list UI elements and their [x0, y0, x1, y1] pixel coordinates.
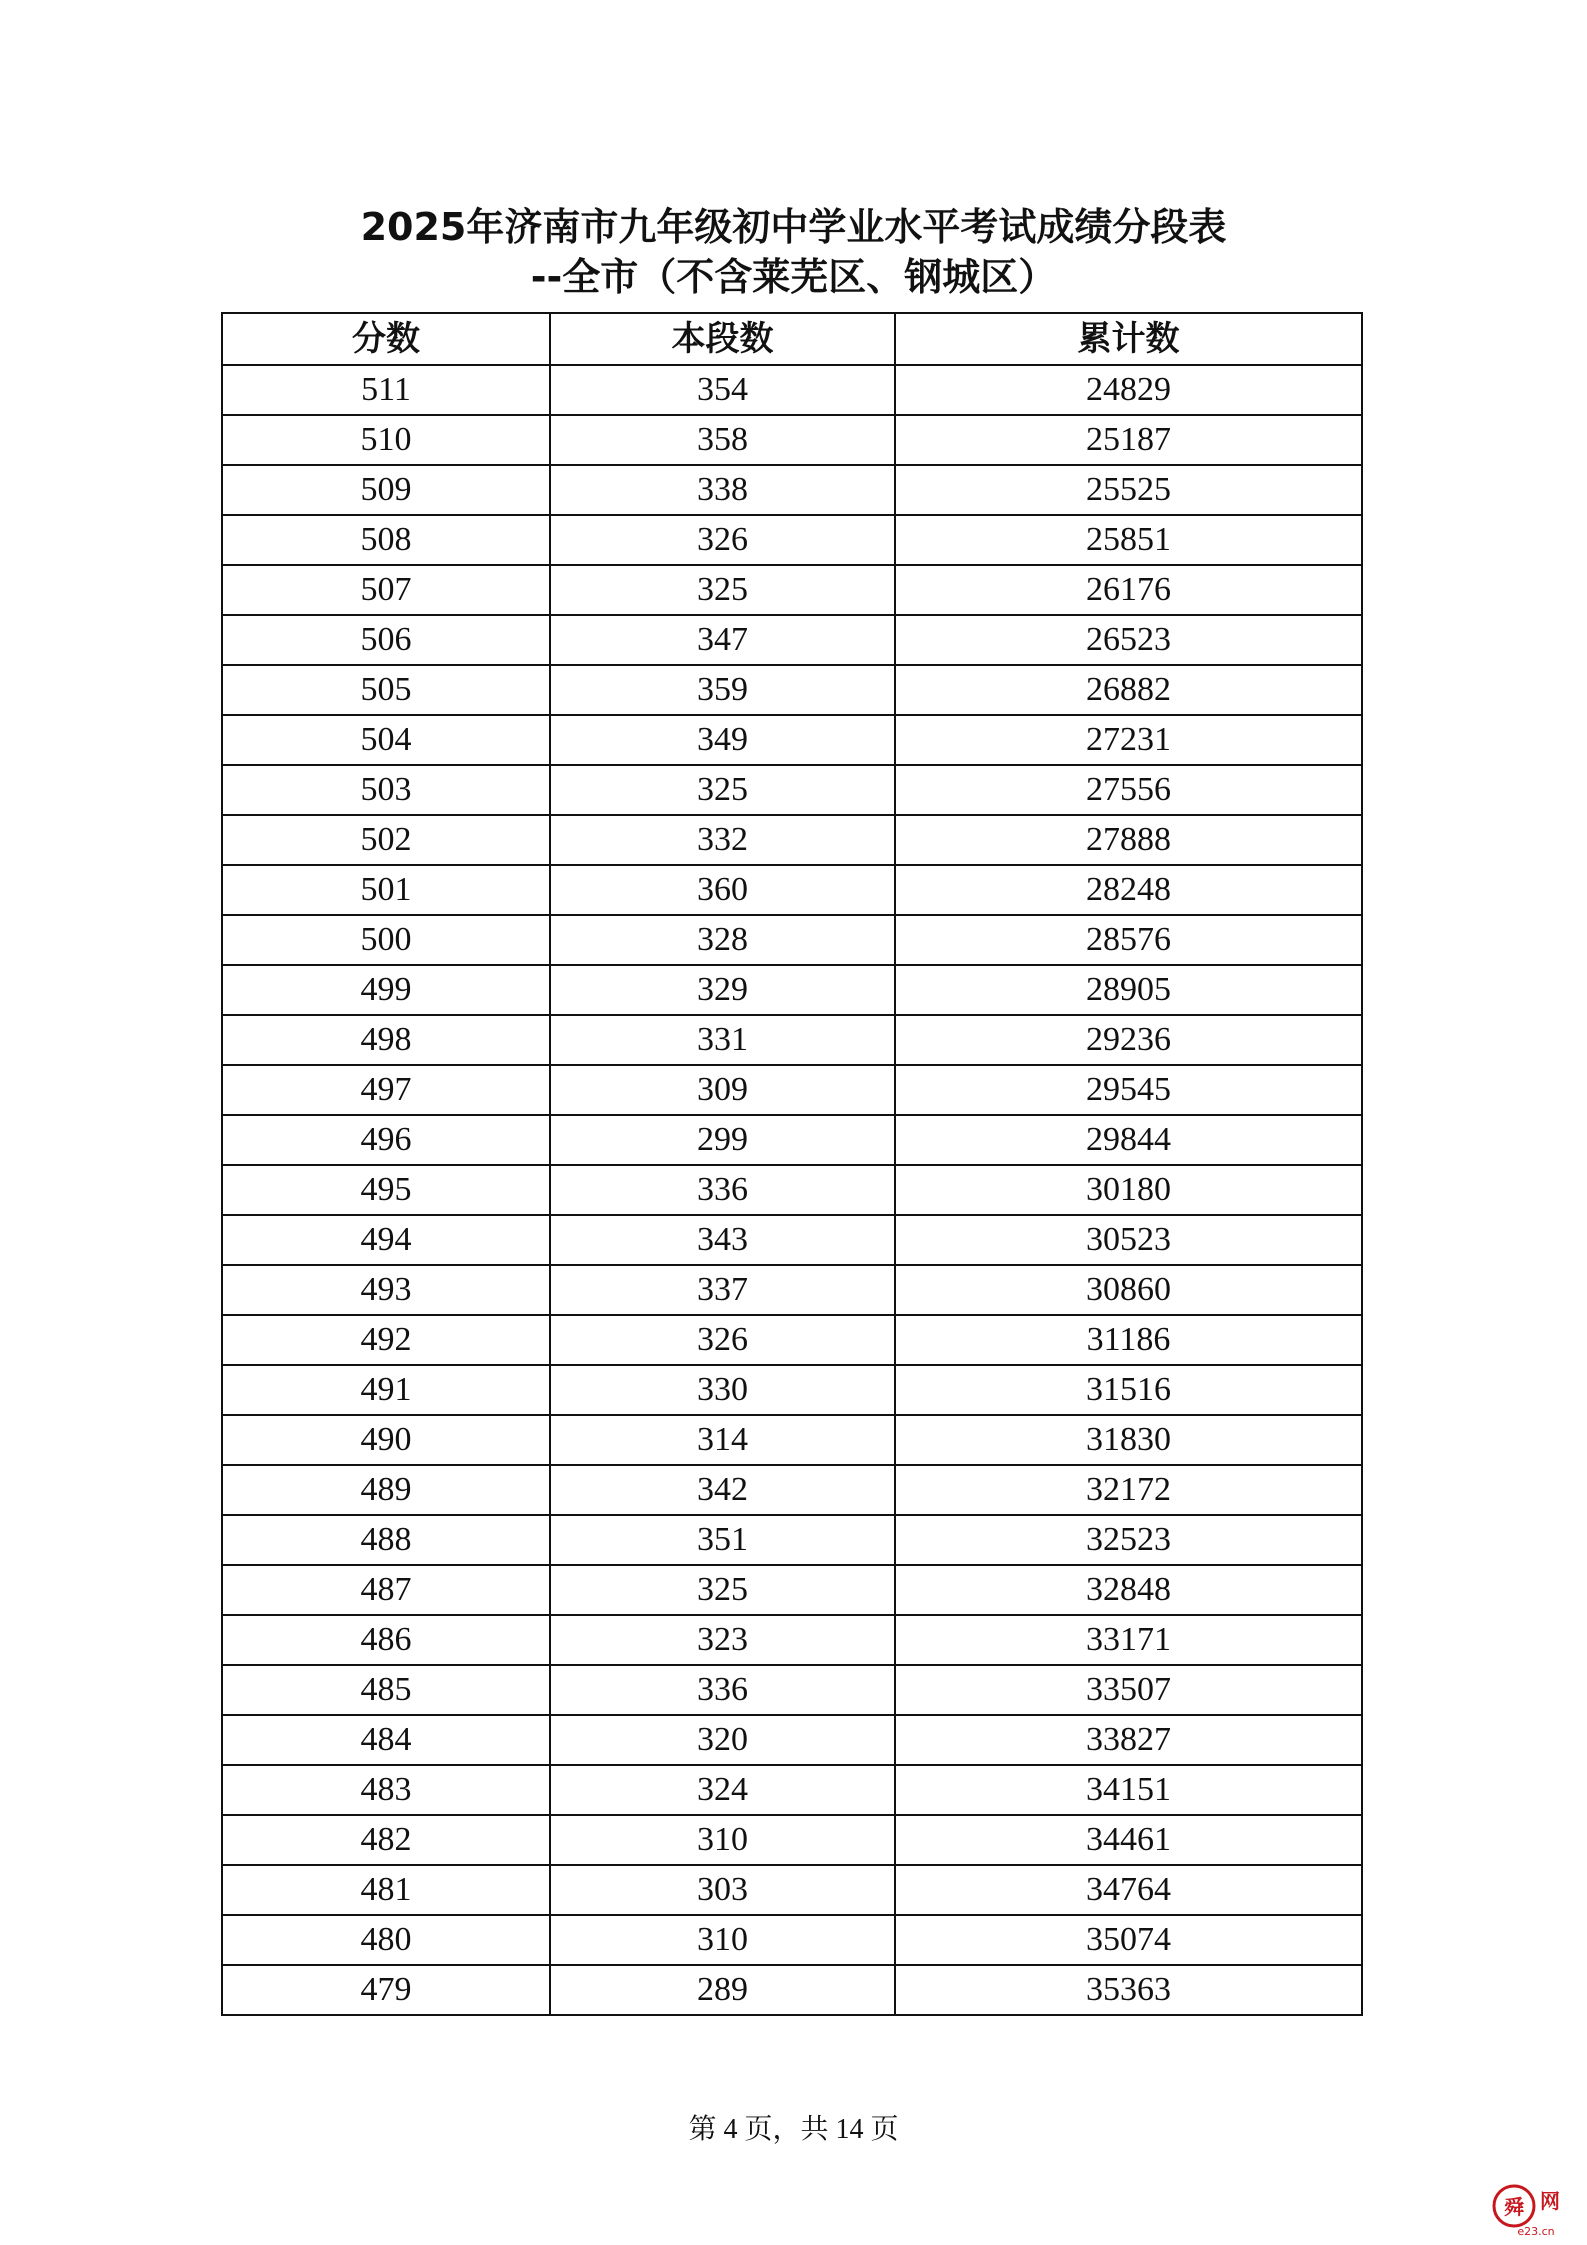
cell-score: 497 — [222, 1065, 550, 1115]
cell-cumulative-count: 27231 — [895, 715, 1362, 765]
cell-segment-count: 310 — [550, 1915, 895, 1965]
table-row — [222, 1365, 1362, 1415]
table-row — [222, 565, 1362, 615]
table-row — [222, 615, 1362, 665]
table-row — [222, 1415, 1362, 1465]
table-row — [222, 715, 1362, 765]
cell-cumulative-count: 25851 — [895, 515, 1362, 565]
cell-segment-count: 358 — [550, 415, 895, 465]
table-row — [222, 1565, 1362, 1615]
score-distribution-table — [221, 312, 1363, 2016]
cell-cumulative-count: 29545 — [895, 1065, 1362, 1115]
cell-cumulative-count: 30180 — [895, 1165, 1362, 1215]
document-title: 2025年济南市九年级初中学业水平考试成绩分段表 — [360, 205, 1227, 249]
cell-score: 488 — [222, 1515, 550, 1565]
cell-segment-count: 309 — [550, 1065, 895, 1115]
header-cumulative-count: 累计数 — [895, 313, 1362, 365]
cell-score: 507 — [222, 565, 550, 615]
cell-cumulative-count: 26176 — [895, 565, 1362, 615]
table-row — [222, 1265, 1362, 1315]
table-row — [222, 765, 1362, 815]
table-row — [222, 1815, 1362, 1865]
cell-segment-count: 289 — [550, 1965, 895, 2015]
cell-cumulative-count: 27556 — [895, 765, 1362, 815]
table-row — [222, 665, 1362, 715]
cell-score: 502 — [222, 815, 550, 865]
cell-segment-count: 351 — [550, 1515, 895, 1565]
cell-segment-count: 360 — [550, 865, 895, 915]
cell-cumulative-count: 31186 — [895, 1315, 1362, 1365]
table-row — [222, 1615, 1362, 1665]
table-row — [222, 1765, 1362, 1815]
cell-cumulative-count: 32848 — [895, 1565, 1362, 1615]
table-row — [222, 1215, 1362, 1265]
document-header — [0, 202, 1587, 302]
cell-cumulative-count: 34151 — [895, 1765, 1362, 1815]
cell-cumulative-count: 30860 — [895, 1265, 1362, 1315]
table-row — [222, 865, 1362, 915]
cell-segment-count: 347 — [550, 615, 895, 665]
table-row — [222, 1665, 1362, 1715]
cell-cumulative-count: 33827 — [895, 1715, 1362, 1765]
table-row — [222, 1715, 1362, 1765]
cell-score: 501 — [222, 865, 550, 915]
cell-score: 504 — [222, 715, 550, 765]
table-header-row — [222, 313, 1362, 365]
table-row — [222, 1915, 1362, 1965]
table-row — [222, 1465, 1362, 1515]
cell-cumulative-count: 28248 — [895, 865, 1362, 915]
cell-score: 508 — [222, 515, 550, 565]
cell-cumulative-count: 32172 — [895, 1465, 1362, 1515]
cell-segment-count: 320 — [550, 1715, 895, 1765]
cell-segment-count: 329 — [550, 965, 895, 1015]
cell-segment-count: 328 — [550, 915, 895, 965]
cell-score: 505 — [222, 665, 550, 715]
cell-cumulative-count: 31830 — [895, 1415, 1362, 1465]
cell-score: 500 — [222, 915, 550, 965]
table-row — [222, 1865, 1362, 1915]
cell-cumulative-count: 26882 — [895, 665, 1362, 715]
cell-segment-count: 338 — [550, 465, 895, 515]
cell-score: 487 — [222, 1565, 550, 1615]
cell-cumulative-count: 24829 — [895, 365, 1362, 415]
table-row — [222, 1515, 1362, 1565]
cell-cumulative-count: 28905 — [895, 965, 1362, 1015]
cell-segment-count: 325 — [550, 1565, 895, 1615]
cell-segment-count: 331 — [550, 1015, 895, 1065]
logo-domain: e23.cn — [1517, 2225, 1555, 2238]
cell-score: 481 — [222, 1865, 550, 1915]
table-row — [222, 1315, 1362, 1365]
cell-score: 510 — [222, 415, 550, 465]
cell-segment-count: 337 — [550, 1265, 895, 1315]
cell-segment-count: 310 — [550, 1815, 895, 1865]
cell-segment-count: 314 — [550, 1415, 895, 1465]
header-score: 分数 — [222, 313, 550, 365]
cell-segment-count: 354 — [550, 365, 895, 415]
table-row — [222, 915, 1362, 965]
cell-cumulative-count: 25525 — [895, 465, 1362, 515]
logo-seal-char: 舜 — [1504, 2195, 1524, 2219]
cell-segment-count: 324 — [550, 1765, 895, 1815]
table-row — [222, 1015, 1362, 1065]
document-subtitle: --全市（不含莱芜区、钢城区） — [530, 255, 1057, 299]
cell-score: 498 — [222, 1015, 550, 1065]
cell-cumulative-count: 34764 — [895, 1865, 1362, 1915]
cell-score: 492 — [222, 1315, 550, 1365]
table-row — [222, 1115, 1362, 1165]
cell-segment-count: 325 — [550, 565, 895, 615]
cell-score: 494 — [222, 1215, 550, 1265]
cell-segment-count: 336 — [550, 1165, 895, 1215]
cell-score: 511 — [222, 365, 550, 415]
cell-segment-count: 330 — [550, 1365, 895, 1415]
header-segment-count: 本段数 — [550, 313, 895, 365]
table-row — [222, 1065, 1362, 1115]
cell-cumulative-count: 34461 — [895, 1815, 1362, 1865]
cell-segment-count: 343 — [550, 1215, 895, 1265]
page-number-footer: 第 4 页，共 14 页 — [688, 2114, 899, 2145]
cell-cumulative-count: 27888 — [895, 815, 1362, 865]
logo-net-char: 网 — [1540, 2189, 1560, 2213]
cell-score: 493 — [222, 1265, 550, 1315]
cell-segment-count: 359 — [550, 665, 895, 715]
cell-cumulative-count: 35363 — [895, 1965, 1362, 2015]
cell-score: 499 — [222, 965, 550, 1015]
cell-cumulative-count: 28576 — [895, 915, 1362, 965]
cell-segment-count: 349 — [550, 715, 895, 765]
cell-score: 503 — [222, 765, 550, 815]
table-row — [222, 365, 1362, 415]
cell-score: 491 — [222, 1365, 550, 1415]
cell-segment-count: 323 — [550, 1615, 895, 1665]
site-logo-watermark — [1492, 2178, 1570, 2238]
cell-cumulative-count: 29844 — [895, 1115, 1362, 1165]
cell-score: 480 — [222, 1915, 550, 1965]
cell-segment-count: 326 — [550, 515, 895, 565]
cell-cumulative-count: 33507 — [895, 1665, 1362, 1715]
cell-cumulative-count: 29236 — [895, 1015, 1362, 1065]
table-row — [222, 965, 1362, 1015]
table-row — [222, 815, 1362, 865]
cell-segment-count: 325 — [550, 765, 895, 815]
cell-cumulative-count: 25187 — [895, 415, 1362, 465]
table-row — [222, 465, 1362, 515]
cell-segment-count: 342 — [550, 1465, 895, 1515]
cell-segment-count: 332 — [550, 815, 895, 865]
table-row — [222, 415, 1362, 465]
cell-cumulative-count: 26523 — [895, 615, 1362, 665]
cell-score: 495 — [222, 1165, 550, 1215]
cell-segment-count: 336 — [550, 1665, 895, 1715]
cell-score: 484 — [222, 1715, 550, 1765]
table-row — [222, 1165, 1362, 1215]
table-body — [222, 365, 1362, 2015]
cell-cumulative-count: 31516 — [895, 1365, 1362, 1415]
cell-segment-count: 303 — [550, 1865, 895, 1915]
cell-score: 506 — [222, 615, 550, 665]
cell-score: 479 — [222, 1965, 550, 2015]
cell-segment-count: 326 — [550, 1315, 895, 1365]
cell-score: 489 — [222, 1465, 550, 1515]
cell-score: 485 — [222, 1665, 550, 1715]
cell-score: 482 — [222, 1815, 550, 1865]
cell-segment-count: 299 — [550, 1115, 895, 1165]
table-row — [222, 515, 1362, 565]
cell-cumulative-count: 30523 — [895, 1215, 1362, 1265]
cell-score: 483 — [222, 1765, 550, 1815]
table-row — [222, 1965, 1362, 2015]
cell-score: 509 — [222, 465, 550, 515]
cell-score: 486 — [222, 1615, 550, 1665]
cell-cumulative-count: 32523 — [895, 1515, 1362, 1565]
cell-cumulative-count: 33171 — [895, 1615, 1362, 1665]
cell-score: 496 — [222, 1115, 550, 1165]
cell-cumulative-count: 35074 — [895, 1915, 1362, 1965]
cell-score: 490 — [222, 1415, 550, 1465]
